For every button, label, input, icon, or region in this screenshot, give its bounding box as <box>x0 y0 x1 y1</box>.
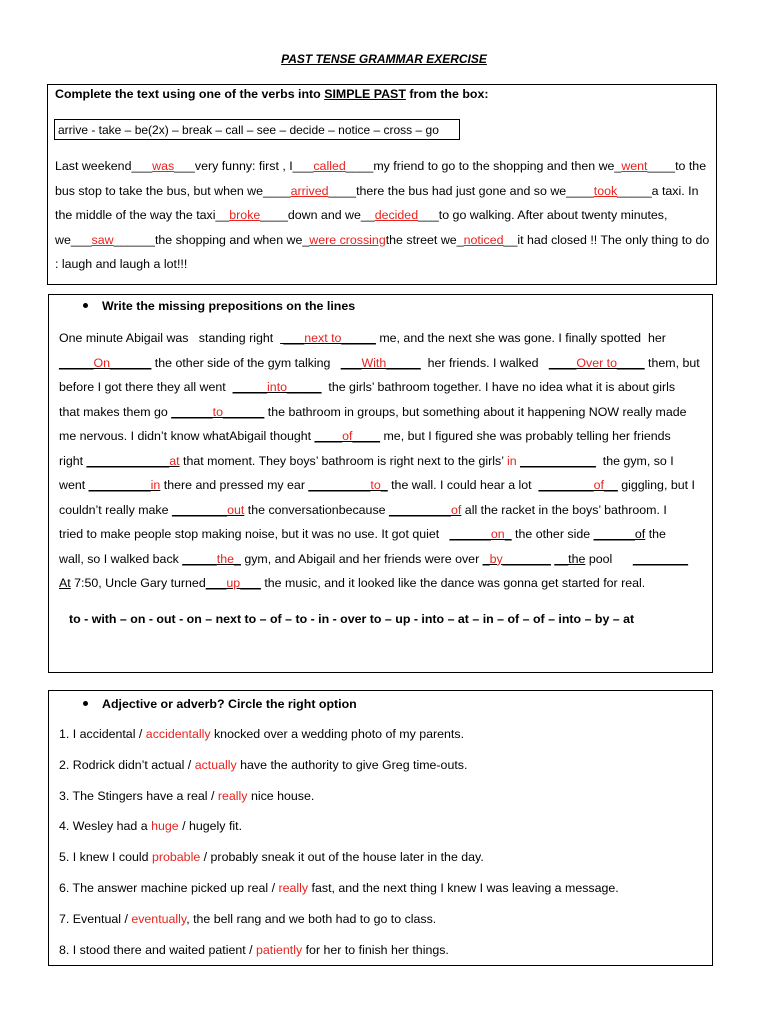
item-text: 1. I accidental / <box>59 727 146 741</box>
answer-option[interactable]: patiently <box>256 942 303 957</box>
answer-text: took <box>593 183 618 198</box>
item-text: 3. The Stingers have a real / <box>59 788 218 803</box>
item-text: 5. I knew I could <box>59 850 152 865</box>
text-line: _____On______ the other side of the gym talking ___With_____ her friends. I walked ____Over to____ them, but <box>59 355 700 370</box>
paragraph-text: Last weekend <box>55 159 132 173</box>
exercise-3-instruction <box>83 697 357 711</box>
page-title: PAST TENSE GRAMMAR EXERCISE <box>281 52 487 66</box>
answer-text: were crossing <box>309 232 386 247</box>
blank-line: ____ <box>566 183 594 198</box>
answer-text: broke <box>229 208 261 223</box>
list-item <box>59 727 709 758</box>
answer-option[interactable]: probable <box>151 850 201 865</box>
text-line: right ____________at that moment. They boys’ bathroom is right next to the girls’ in ___________ the gym, so I <box>59 453 674 468</box>
exercise-2-text <box>59 326 707 596</box>
blank-line: _ <box>302 232 310 247</box>
blank-line: ___ <box>131 159 153 173</box>
item-text: 6. The answer machine picked up real / <box>59 880 279 895</box>
item-text-end: knocked over a wedding photo of my parents. <box>210 727 465 741</box>
paragraph-text: a taxi. In the middle of the way the taxi <box>55 183 699 223</box>
item-text: 7. Eventual / <box>59 911 132 926</box>
instruction-text: Complete the text using one of the verbs into <box>55 87 325 101</box>
answer-text: called <box>313 159 346 173</box>
blank-line: _ <box>614 159 622 173</box>
paragraph-text: my friend to go to the shopping and then we <box>373 159 615 173</box>
bullet-icon <box>83 701 88 706</box>
blank-line: ______ <box>113 232 155 247</box>
text-line: At 7:50, Uncle Gary turned___up___ the music, and it looked like the dance was gonna get started for real. <box>59 576 646 590</box>
blank-line: ____ <box>647 159 676 173</box>
instruction-text: Adjective or adverb? Circle the right option <box>102 697 357 711</box>
paragraph-text: the street we <box>385 232 457 247</box>
item-text-end: have the authority to give Greg time-outs. <box>236 757 468 772</box>
answer-option[interactable]: huge <box>151 819 179 834</box>
text-line: One minute Abigail was standing right ___next to_____ me, and the next she was gone. I finally spotted her <box>59 331 666 345</box>
answer-text: was <box>152 159 175 173</box>
paragraph-text: the shopping and when we <box>154 232 303 247</box>
answer-text: saw <box>91 232 114 247</box>
blank-line: ___ <box>70 232 92 247</box>
text-line: couldn’t really make ________out the conversationbecause _________of all the racket in the boys’ bathroom. I <box>59 502 667 517</box>
blank-line: ___ <box>174 159 195 173</box>
exercise-1-text <box>55 154 710 277</box>
instruction-emphasis: SIMPLE PAST <box>324 87 406 101</box>
answer-text: noticed <box>463 232 504 247</box>
item-text-end: fast, and the next thing I knew I was leaving a message. <box>308 880 619 895</box>
bullet-icon <box>83 303 88 308</box>
blank-line: _ <box>456 232 464 247</box>
blank-line: _____ <box>617 183 652 198</box>
blank-line: __ <box>503 232 518 247</box>
answer-text: went <box>621 159 648 173</box>
list-item <box>59 912 709 943</box>
blank-line: ____ <box>345 159 374 173</box>
item-text: 8. I stood there and waited patient / <box>59 942 257 957</box>
instruction-text-end: from the box: <box>405 87 489 101</box>
blank-line: __ <box>360 208 375 223</box>
text-line: tried to make people stop making noise, but it was no use. It got quiet ______on_ the other side ______of the <box>59 527 666 541</box>
paragraph-text: very funny: first , I <box>194 159 293 173</box>
text-line: me nervous. I didn’t know whatAbigail thought ____of____ me, but I figured she was probably telling her friends <box>59 429 671 443</box>
paragraph-text: down and we <box>287 208 361 223</box>
instruction-text: Write the missing prepositions on the lines <box>102 299 356 313</box>
list-item <box>59 850 709 881</box>
item-text-end: / probably sneak it out of the house later in the day. <box>200 850 484 865</box>
text-line: went _________in there and pressed my ear _________to_ the wall. I could hear a lot ________of__ giggling, but I <box>59 478 695 492</box>
blank-line: ____ <box>263 183 291 198</box>
answer-option[interactable]: accidentally <box>145 727 211 741</box>
item-text-end: nice house. <box>247 788 315 803</box>
item-text-end: for her to finish her things. <box>302 942 449 957</box>
preposition-word-list: to - with – on - out - on – next to – of – to - in - over to – up - into – at – in – of – of – into – by – at <box>69 612 635 626</box>
blank-line: ____ <box>328 183 357 198</box>
text-line: that makes them go ______to______ the bathroom in groups, but something about it happening NOW really made <box>59 404 687 419</box>
answer-text: arrived <box>290 183 329 198</box>
text-line: wall, so I walked back _____the_ gym, and Abigail and her friends were over _by_______ __the pool ________ <box>59 551 689 566</box>
list-item <box>59 943 709 974</box>
paragraph-text: there the bus had just gone and so we <box>356 183 567 198</box>
blank-line: ___ <box>292 159 314 173</box>
exercise-1-instruction <box>55 87 489 101</box>
answer-option[interactable]: really <box>217 788 248 803</box>
verb-box: arrive - take – be(2x) – break – call – see – decide – notice – cross – go <box>54 119 460 140</box>
blank-line: __ <box>215 208 230 223</box>
blank-line: ____ <box>260 208 288 223</box>
item-text-end: / hugely fit. <box>178 819 243 834</box>
paragraph-text: to go walking. After about twenty minutes, we <box>55 208 668 247</box>
paragraph-text: it had closed !! The only thing to do : laugh and laugh a lot!!! <box>55 232 710 272</box>
list-item <box>59 789 709 820</box>
exercise-3-list <box>59 727 709 973</box>
answer-option[interactable]: eventually <box>131 911 187 926</box>
item-text: 4. Wesley had a <box>59 819 152 834</box>
list-item <box>59 881 709 912</box>
list-item <box>59 819 709 850</box>
answer-option[interactable]: really <box>278 880 309 895</box>
blank-line: ___ <box>418 208 439 223</box>
list-item <box>59 758 709 789</box>
answer-text: decided <box>374 208 419 223</box>
answer-option[interactable]: actually <box>194 757 237 772</box>
paragraph-text: to the bus stop to take the bus, but when we <box>55 159 707 198</box>
item-text: 2. Rodrick didn’t actual / <box>59 757 195 772</box>
exercise-2-instruction <box>83 299 355 313</box>
item-text-end: , the bell rang and we both had to go to class. <box>186 911 437 926</box>
text-line: before I got there they all went _____into_____ the girls’ bathroom together. I have no idea what it is about girls <box>59 380 676 394</box>
